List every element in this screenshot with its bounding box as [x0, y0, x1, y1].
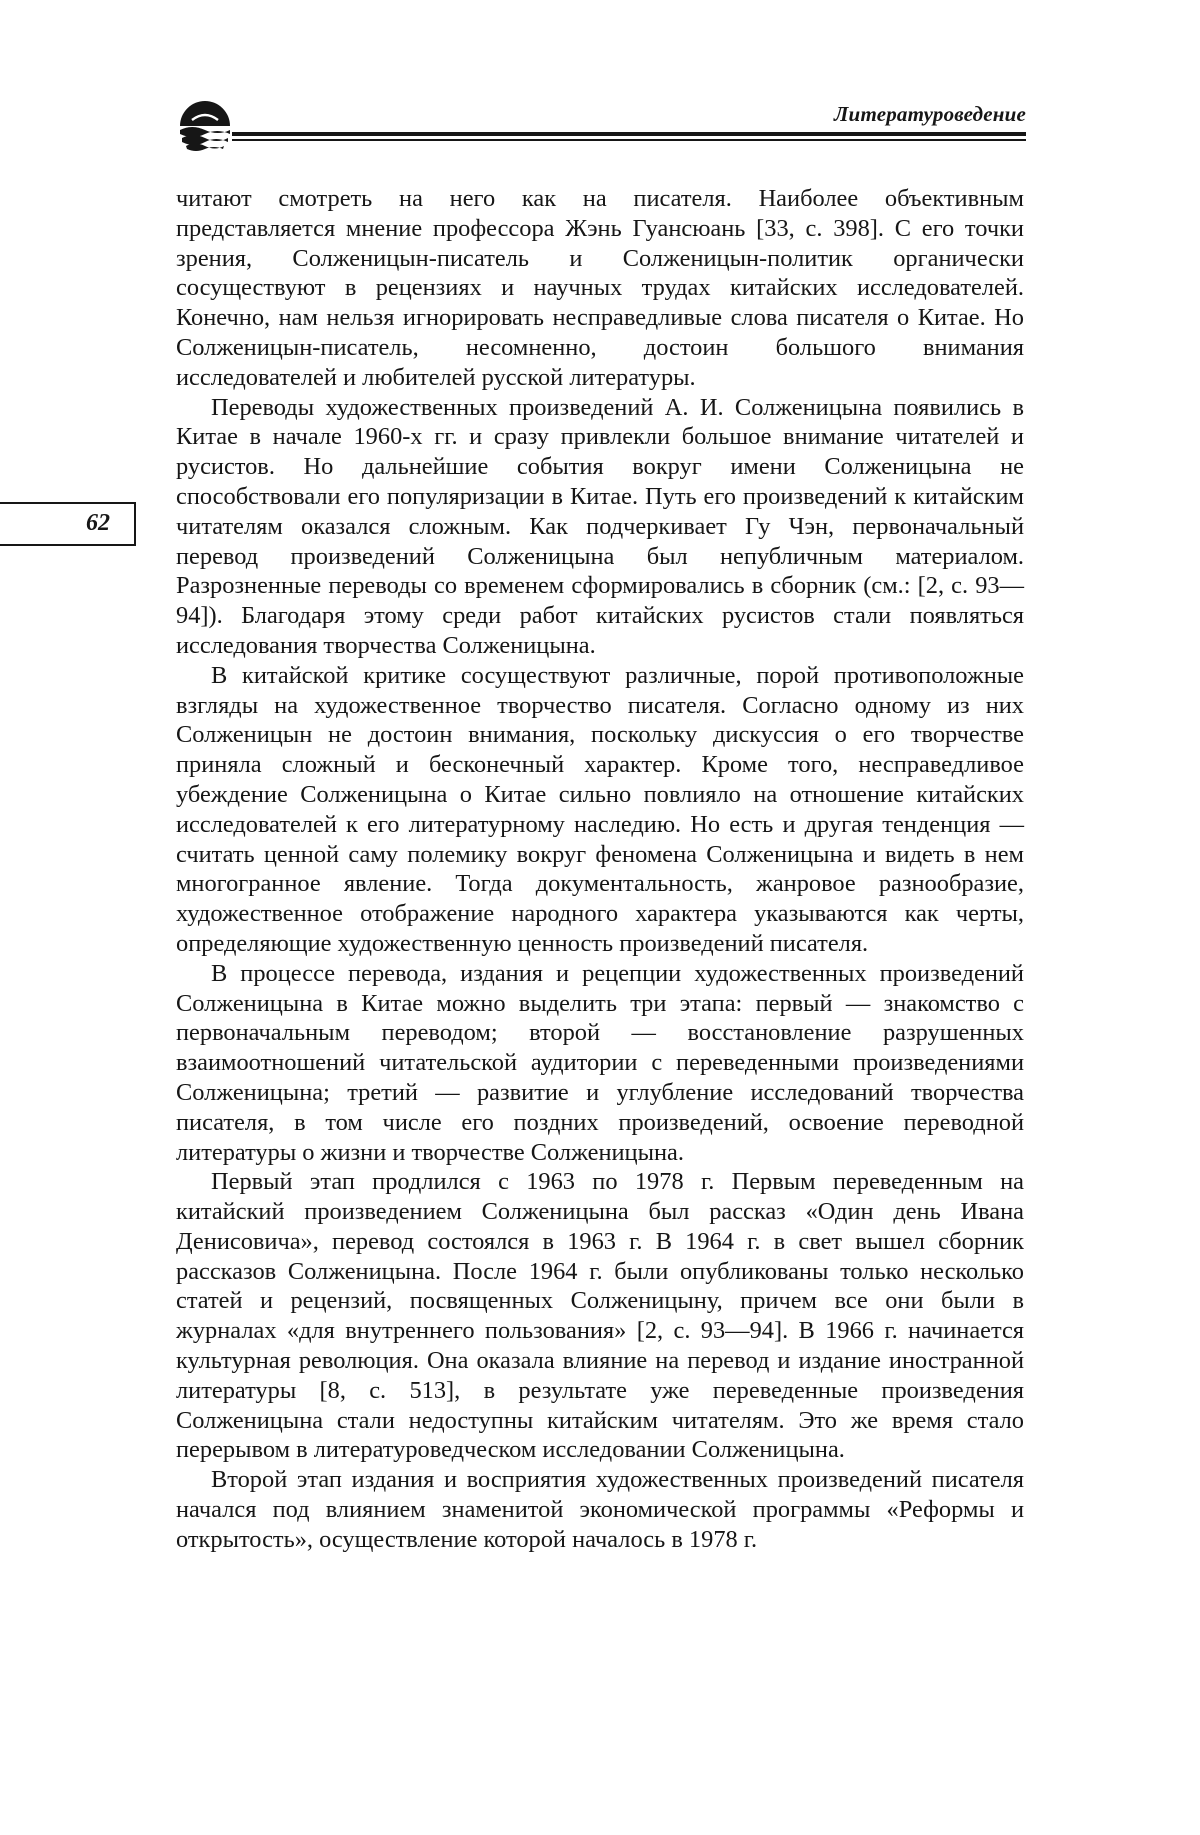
- paragraph-2: Переводы художественных произведений А. И. Солженицына появились в Китае в начале 1960-х гг. и сразу привлекли большое внимание читателей и русистов. Но дальнейшие события вокруг имени Солженицына не способствовали его популяризации в Китае. Путь его произведений к китайским читателям оказался сложным. Как подчеркивает Гу Чэн, первоначальный перевод произведений Солженицына был непубличным материалом. Разрозненные переводы со временем сформировались в сборник (см.: [2, с. 93—94]). Благодаря этому среди работ китайских русистов стали появляться исследования творчества Солженицына.: [176, 393, 1024, 659]
- article-body: [176, 184, 1024, 1555]
- journal-logo-icon: [174, 100, 236, 158]
- paragraph-3: В китайской критике сосуществуют различные, порой противоположные взгляды на художественное творчество писателя. Согласно одному из них Солженицын не достоин внимания, поскольку дискуссия о его творчестве приняла сложный и бесконечный характер. Кроме того, несправедливое убеждение Солженицына о Китае сильно повлияло на отношение китайских исследователей к его литературному наследию. Но есть и другая тенденция — считать ценной саму полемику вокруг феномена Солженицына и видеть в нем многогранное явление. Тогда документальность, жанровое разнообразие, художественное отображение народного характера указываются как черты, определяющие художественную ценность произведений писателя.: [176, 661, 1024, 957]
- running-header: [174, 96, 1026, 156]
- paragraph-5: Первый этап продлился с 1963 по 1978 г. Первым переведенным на китайский произведением Солженицына был рассказ «Один день Ивана Денисовича», перевод состоялся в 1963 г. В 1964 г. в свет вышел сборник рассказов Солженицына. После 1964 г. были опубликованы только несколько статей и рецензий, посвященных Солженицыну, причем все они были в журналах «для внутреннего пользования» [2, с. 93—94]. В 1966 г. начинается культурная революция. Она оказала влияние на перевод и издание иностранной литературы [8, с. 513], в результате уже переведенные произведения Солженицына стали недоступны китайским читателям. Это же время стало перерывом в литературоведческом исследовании Солженицына.: [176, 1168, 1024, 1464]
- paragraph-1: читают смотреть на него как на писателя. Наиболее объективным представляется мнение профессора Жэнь Гуансюань [33, с. 398]. С его точки зрения, Солженицын-писатель и Солженицын-политик органически сосуществуют в рецензиях и научных трудах китайских исследователей. Конечно, нам нельзя игнорировать несправедливые слова писателя о Китае. Но Солженицын-писатель, несомненно, достоин большого внимания исследователей и любителей русской литературы.: [176, 185, 1024, 391]
- paragraph-6: Второй этап издания и восприятия художественных произведений писателя начался под влиянием знаменитой экономической программы «Реформы и открытость», осуществление которой началось в 1978 г.: [176, 1466, 1024, 1553]
- page-number-tab: [0, 502, 136, 546]
- header-rule-thin: [232, 139, 1026, 141]
- page-number: 62: [86, 510, 110, 536]
- paragraph-4: В процессе перевода, издания и рецепции художественных произведений Солженицына в Китае можно выделить три этапа: первый — знакомство с первоначальным переводом; второй — восстановление разрушенных взаимоотношений читательской аудитории с переведенными произведениями Солженицына; третий — развитие и углубление исследований творчества писателя, в том числе его поздних произведений, освоение переводной литературы о жизни и творчестве Солженицына.: [176, 959, 1024, 1166]
- header-rule-thick: [232, 132, 1026, 136]
- section-title: Литературоведение: [833, 102, 1026, 126]
